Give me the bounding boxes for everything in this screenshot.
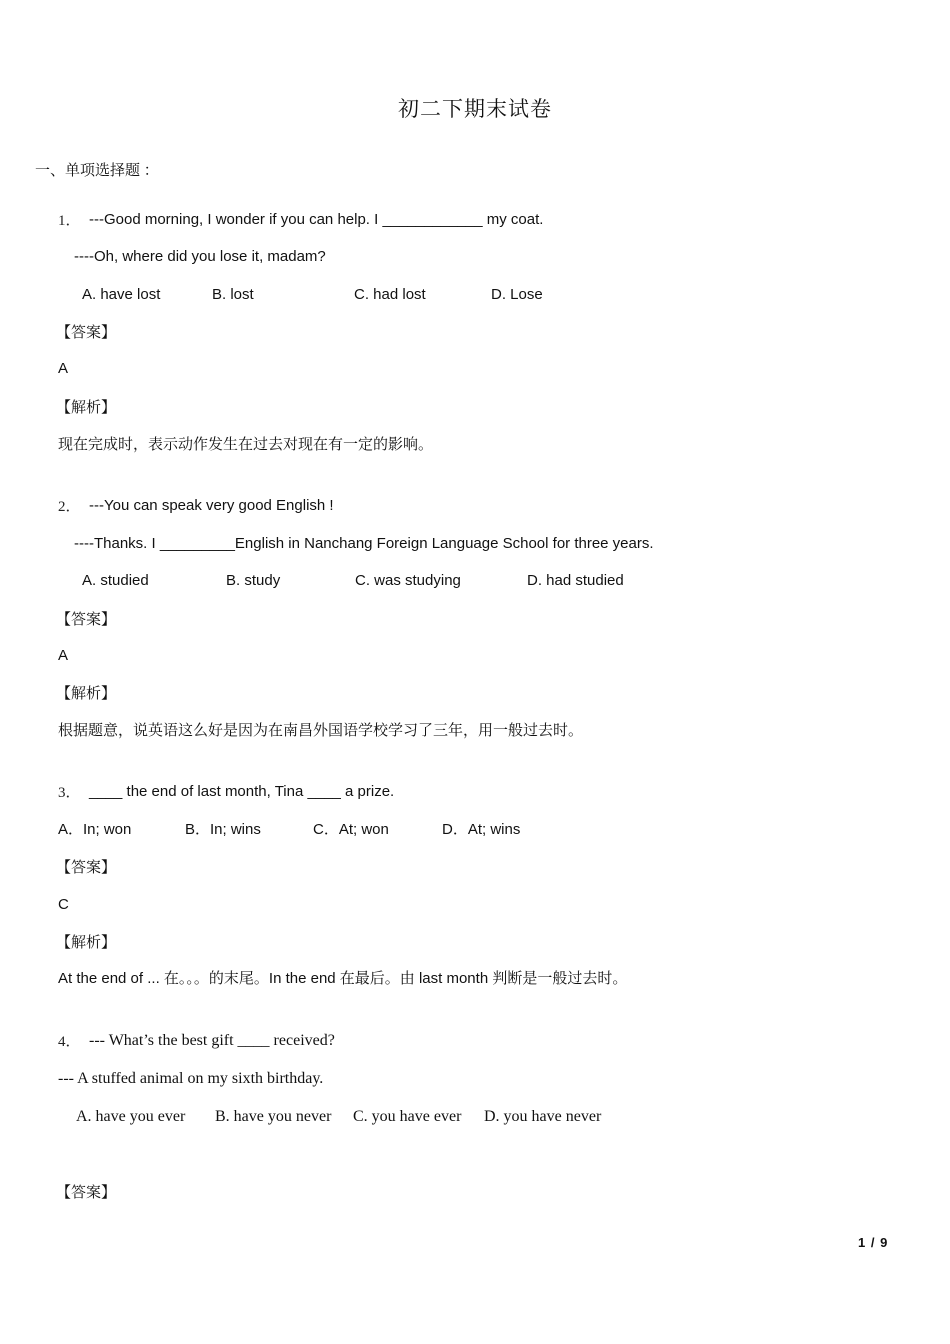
q3-answer: C [58, 896, 69, 913]
q2-reply: ----Thanks. I _________English in Nanchang Foreign Language School for three years. [74, 535, 654, 552]
q2-analysis: 根据题意，说英语这么好是因为在南昌外国语学校学习了三年，用一般过去时。 [58, 721, 584, 739]
q1-analysis: 现在完成时，表示动作发生在过去对现在有一定的影响。 [58, 435, 434, 453]
q3-option-a: A．In; won [58, 821, 132, 838]
q1-number: 1． [58, 213, 81, 229]
q4-answer-tag: 【答案】 [56, 1183, 117, 1201]
q3-analysis-tag: 【解析】 [56, 933, 117, 951]
q1-answer: A [58, 360, 69, 377]
q1-option-c: C. had lost [354, 286, 426, 303]
q2-option-d: D. had studied [527, 572, 624, 589]
q4-number: 4． [58, 1034, 81, 1050]
q3-number: 3． [58, 785, 81, 801]
q4-option-c: C. you have ever [353, 1108, 462, 1125]
q1-reply: ----Oh, where did you lose it, madam? [74, 248, 326, 265]
page-number: 1 / 9 [858, 1235, 889, 1250]
q1-option-b: B. lost [212, 286, 254, 303]
q2-answer-tag: 【答案】 [56, 610, 117, 628]
q4-option-d: D. you have never [484, 1108, 602, 1125]
q4-option-a: A. have you ever [76, 1108, 186, 1125]
q3-answer-tag: 【答案】 [56, 858, 117, 876]
section-heading: 一、单项选择题 ： [35, 163, 159, 179]
q2-answer: A [58, 647, 69, 664]
q2-option-a: A. studied [82, 572, 149, 589]
q4-reply: --- A stuffed animal on my sixth birthday. [58, 1070, 324, 1087]
q3-stem: ____ the end of last month, Tina ____ a prize. [89, 783, 395, 800]
q1-stem: ---Good morning, I wonder if you can help. I ____________ my coat. [89, 211, 544, 228]
q2-number: 2． [58, 499, 81, 515]
page-title: 初二下期末试卷 [398, 98, 552, 121]
q4-stem: --- What’s the best gift ____ received? [89, 1032, 335, 1049]
q3-option-b: B．In; wins [185, 821, 261, 838]
q2-stem: ---You can speak very good English ! [89, 497, 334, 514]
q2-analysis-tag: 【解析】 [56, 684, 117, 702]
q1-option-a: A. have lost [82, 286, 161, 303]
q3-option-c: C．At; won [313, 821, 389, 838]
q2-option-c: C. was studying [355, 572, 461, 589]
q1-analysis-tag: 【解析】 [56, 398, 117, 416]
q3-option-d: D．At; wins [442, 821, 521, 838]
q2-option-b: B. study [226, 572, 281, 589]
q1-answer-tag: 【答案】 [56, 323, 117, 341]
q4-option-b: B. have you never [215, 1108, 332, 1125]
q1-option-d: D. Lose [491, 286, 543, 303]
q3-analysis: At the end of ... 在。。。的末尾。In the end 在最后。由 last month 判断是一般过去时。 [58, 970, 628, 987]
